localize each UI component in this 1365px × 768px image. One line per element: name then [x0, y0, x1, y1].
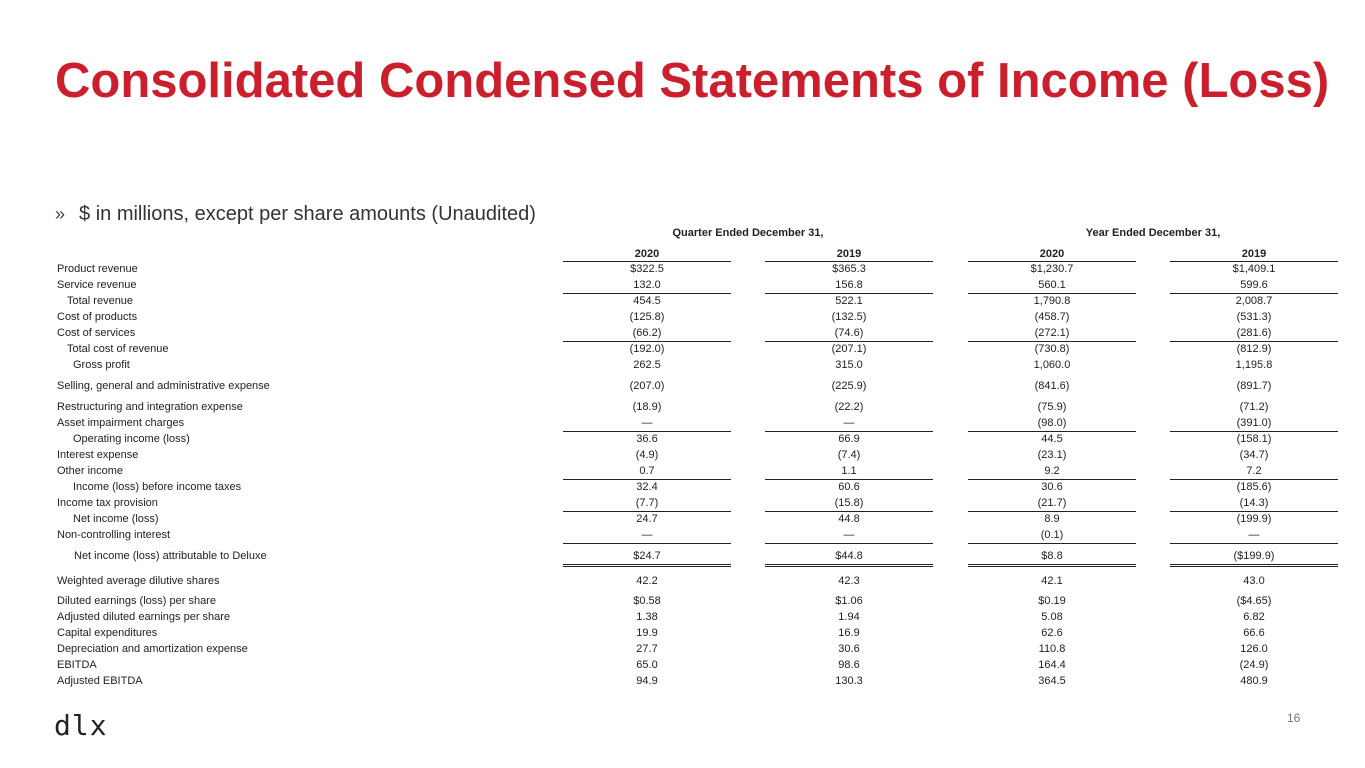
group-header-quarter: Quarter Ended December 31, [672, 227, 824, 239]
row-label: Capital expenditures [57, 627, 158, 639]
row-value: 44.8 [838, 513, 860, 525]
row-value: 7.2 [1170, 465, 1338, 480]
row-value: (23.1) [1037, 449, 1067, 461]
row-label: Product revenue [57, 263, 138, 275]
row-value: 480.9 [1240, 675, 1268, 687]
table-row [0, 496, 1365, 512]
table-row [0, 674, 1365, 690]
row-value: (841.6) [1034, 380, 1070, 392]
table-row [0, 448, 1365, 464]
row-value: 42.1 [1041, 575, 1063, 587]
row-value: 8.9 [1044, 513, 1060, 525]
row-value: (21.7) [968, 497, 1136, 512]
row-value: — [563, 417, 731, 432]
row-value: 1,060.0 [1033, 359, 1071, 371]
table-row [0, 626, 1365, 642]
row-value: $322.5 [630, 263, 664, 275]
row-value: — [765, 417, 933, 432]
row-value: (458.7) [1034, 311, 1070, 323]
row-label: Non-controlling interest [57, 529, 171, 541]
table-row [0, 342, 1365, 358]
row-label: Selling, general and administrative expense [57, 380, 270, 392]
row-value: 32.4 [636, 481, 658, 493]
row-value: 110.8 [1038, 643, 1066, 655]
table-row [0, 512, 1365, 528]
row-label: Adjusted diluted earnings per share [57, 611, 231, 623]
table-row [0, 278, 1365, 294]
row-value: (34.7) [1239, 449, 1269, 461]
column-header-y2019: 2019 [1170, 248, 1338, 262]
row-value: (7.4) [837, 449, 861, 461]
row-value: (66.2) [563, 327, 731, 342]
row-value: $24.7 [563, 550, 731, 567]
row-value: 9.2 [968, 465, 1136, 480]
row-value: (891.7) [1236, 380, 1272, 392]
row-value: 364.5 [1038, 675, 1066, 687]
row-value: (24.9) [1239, 659, 1269, 671]
table-row [0, 642, 1365, 658]
row-value: (22.2) [834, 401, 864, 413]
row-label: Interest expense [57, 449, 139, 461]
row-value: 24.7 [636, 513, 658, 525]
row-value: — [765, 529, 933, 544]
page-number: 16 [1287, 711, 1301, 725]
row-value: 126.0 [1240, 643, 1268, 655]
row-value: 1.94 [838, 611, 860, 623]
row-value: (207.0) [629, 380, 665, 392]
table-row [0, 262, 1365, 278]
row-value: 27.7 [636, 643, 658, 655]
row-value: $1.06 [835, 595, 863, 607]
row-value: (18.9) [632, 401, 662, 413]
table-row [0, 358, 1365, 374]
page-title: Consolidated Condensed Statements of Income (Loss) [55, 54, 1330, 108]
row-value: 66.9 [838, 433, 860, 445]
row-label: Cost of products [57, 311, 138, 323]
row-label: EBITDA [57, 659, 97, 671]
row-value: (14.3) [1170, 497, 1338, 512]
table-row [0, 400, 1365, 416]
row-value: ($4.65) [1236, 595, 1272, 607]
row-value: $365.3 [832, 263, 866, 275]
row-value: 315.0 [835, 359, 863, 371]
row-value: (199.9) [1236, 513, 1272, 525]
table-row [0, 574, 1365, 590]
row-value: $0.19 [1038, 595, 1066, 607]
row-label: Total cost of revenue [67, 343, 169, 355]
row-value: (4.9) [635, 449, 659, 461]
row-value: (185.6) [1236, 481, 1272, 493]
row-value: 1.1 [765, 465, 933, 480]
row-value: 156.8 [765, 279, 933, 294]
row-value: 5.08 [1041, 611, 1063, 623]
row-label: Other income [57, 465, 124, 477]
row-label: Operating income (loss) [73, 433, 190, 445]
row-value: 42.3 [838, 575, 860, 587]
table-row [0, 528, 1365, 544]
row-label: Adjusted EBITDA [57, 675, 143, 687]
row-value: (132.5) [831, 311, 867, 323]
row-value: (391.0) [1170, 417, 1338, 432]
row-label: Net income (loss) [73, 513, 159, 525]
table-row [0, 416, 1365, 432]
row-value: 60.6 [838, 481, 860, 493]
row-label: Income (loss) before income taxes [73, 481, 242, 493]
table-row [0, 294, 1365, 310]
row-label: Depreciation and amortization expense [57, 643, 248, 655]
table-row [0, 310, 1365, 326]
subtitle-text: $ in millions, except per share amounts (Unaudited) [79, 203, 536, 225]
row-value: (71.2) [1239, 401, 1269, 413]
row-value: 19.9 [636, 627, 658, 639]
row-value: 30.6 [838, 643, 860, 655]
row-label: Gross profit [73, 359, 130, 371]
row-value: — [563, 529, 731, 544]
row-value: $1,230.7 [1030, 263, 1074, 275]
row-value: (98.0) [968, 417, 1136, 432]
row-value: (7.7) [563, 497, 731, 512]
row-value: — [1170, 529, 1338, 544]
row-value: (225.9) [831, 380, 867, 392]
row-value: (125.8) [629, 311, 665, 323]
row-value: 164.4 [1038, 659, 1066, 671]
row-value: 36.6 [636, 433, 658, 445]
dlx-logo: dlx [54, 709, 108, 742]
column-header-q2020: 2020 [563, 248, 731, 262]
table-row [0, 464, 1365, 480]
row-value: 599.6 [1170, 279, 1338, 294]
table-row [0, 594, 1365, 610]
row-value: (207.1) [831, 343, 867, 355]
row-value: $1,409.1 [1232, 263, 1276, 275]
table-row [0, 549, 1365, 565]
row-value: 65.0 [636, 659, 658, 671]
row-value: $8.8 [968, 550, 1136, 567]
row-value: 44.5 [1041, 433, 1063, 445]
row-value: $0.58 [633, 595, 661, 607]
row-value: 1,195.8 [1235, 359, 1273, 371]
row-label: Income tax provision [57, 497, 158, 509]
row-value: $44.8 [765, 550, 933, 567]
column-header-y2020: 2020 [968, 248, 1136, 262]
row-label: Weighted average dilutive shares [57, 575, 220, 587]
row-value: 2,008.7 [1235, 295, 1273, 307]
row-value: 132.0 [563, 279, 731, 294]
row-value: ($199.9) [1170, 550, 1338, 567]
group-header-year: Year Ended December 31, [1085, 227, 1221, 239]
row-value: (158.1) [1236, 433, 1272, 445]
row-label: Asset impairment charges [57, 417, 185, 429]
row-value: (0.1) [968, 529, 1136, 544]
row-value: (281.6) [1170, 327, 1338, 342]
row-value: 130.3 [835, 675, 863, 687]
table-row [0, 480, 1365, 496]
row-value: 0.7 [563, 465, 731, 480]
row-value: 43.0 [1243, 575, 1265, 587]
row-label: Diluted earnings (loss) per share [57, 595, 216, 607]
row-label: Service revenue [57, 279, 137, 291]
row-label: Cost of services [57, 327, 136, 339]
table-row [0, 658, 1365, 674]
row-value: (812.9) [1236, 343, 1272, 355]
bullet-icon: » [55, 204, 66, 224]
row-value: 62.6 [1041, 627, 1063, 639]
row-value: (15.8) [765, 497, 933, 512]
row-value: (531.3) [1236, 311, 1272, 323]
row-value: 42.2 [636, 575, 658, 587]
row-value: 94.9 [636, 675, 658, 687]
table-row [0, 326, 1365, 342]
row-value: (730.8) [1034, 343, 1070, 355]
row-value: 522.1 [835, 295, 863, 307]
row-value: 98.6 [838, 659, 860, 671]
table-row [0, 432, 1365, 448]
table-row [0, 610, 1365, 626]
row-value: 560.1 [968, 279, 1136, 294]
row-value: 262.5 [633, 359, 661, 371]
row-label: Net income (loss) attributable to Deluxe [74, 550, 267, 562]
row-value: (74.6) [765, 327, 933, 342]
row-value: 1.38 [636, 611, 658, 623]
subtitle [55, 203, 536, 226]
row-value: 16.9 [838, 627, 860, 639]
row-value: 454.5 [633, 295, 661, 307]
row-value: 6.82 [1243, 611, 1265, 623]
row-label: Total revenue [67, 295, 134, 307]
table-row [0, 379, 1365, 395]
row-label: Restructuring and integration expense [57, 401, 243, 413]
row-value: (75.9) [1037, 401, 1067, 413]
row-value: (272.1) [968, 327, 1136, 342]
column-header-q2019: 2019 [765, 248, 933, 262]
row-value: 30.6 [1041, 481, 1063, 493]
row-value: 1,790.8 [1033, 295, 1071, 307]
row-value: 66.6 [1243, 627, 1265, 639]
row-value: (192.0) [629, 343, 665, 355]
